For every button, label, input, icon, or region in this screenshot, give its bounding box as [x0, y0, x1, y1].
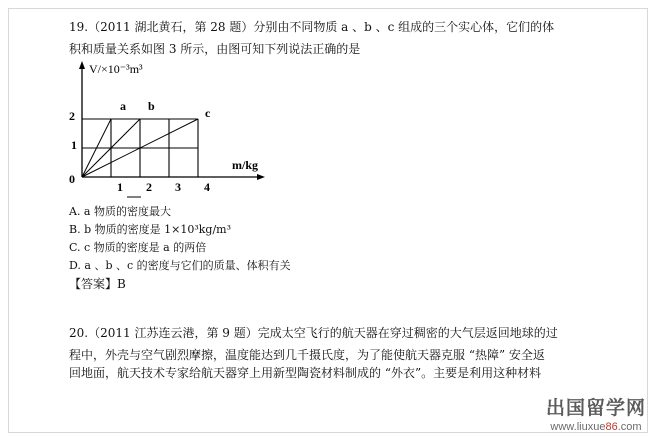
watermark-title: 出国留学网	[545, 397, 646, 419]
question-20-line-1: 20.（2011 江苏连云港，第 9 题）完成太空飞行的航天器在穿过稠密的大气层返回地球的过	[69, 326, 558, 340]
x-tick-2: 2	[146, 180, 152, 194]
graph-svg	[47, 57, 297, 207]
question-20-line-2: 程中，外壳与空气剧烈摩擦，温度能达到几千摄氏度，为了能使航天器克服 “热障” 安全返	[69, 348, 545, 362]
x-axis-arrow-icon	[257, 174, 265, 180]
volume-mass-graph	[47, 57, 297, 207]
y-tick-2: 2	[69, 109, 75, 123]
x-tick-4: 4	[204, 180, 210, 194]
x-tick-3: 3	[175, 180, 181, 194]
watermark-url	[546, 421, 646, 433]
option-b: B. b 物质的密度是 1×10³kg/m³	[69, 223, 231, 236]
site-watermark	[546, 393, 646, 433]
answer-label: 【答案】	[69, 277, 118, 291]
option-d: D. a 、b 、c 的密度与它们的质量、体积有关	[69, 259, 291, 272]
question-20-line-3: 回地面，航天技术专家给航天器穿上用新型陶瓷材料制成的 “外衣”。主要是利用这种材料	[69, 366, 542, 380]
option-a: A. a 物质的密度最大	[69, 205, 171, 218]
y-axis-arrow-icon	[79, 61, 85, 69]
watermark-url-suffix: .com	[617, 421, 642, 433]
series-label-b: b	[148, 99, 155, 113]
answer-line	[69, 277, 126, 291]
watermark-url-prefix: www.liuxue	[550, 421, 606, 433]
watermark-url-accent: 86	[605, 421, 618, 433]
question-19-line-2: 积和质量关系如图 3 所示，由图可知下列说法正确的是	[69, 42, 361, 56]
series-label-a: a	[120, 99, 126, 113]
x-axis-label: m/kg	[232, 158, 259, 172]
option-c: C. c 物质的密度是 a 的两倍	[69, 241, 207, 254]
y-axis-label: V/×10⁻³m³	[89, 62, 143, 76]
answer-value: B	[117, 277, 126, 291]
series-label-c: c	[205, 106, 211, 120]
y-tick-1: 1	[71, 138, 77, 152]
x-tick-1: 1	[117, 180, 123, 194]
origin-label: 0	[69, 172, 75, 186]
question-19-line-1: 19.（2011 湖北黄石，第 28 题）分别由不同物质 a 、b 、c 组成的三个实心体，它们的体	[69, 20, 555, 34]
document-page	[8, 8, 648, 433]
